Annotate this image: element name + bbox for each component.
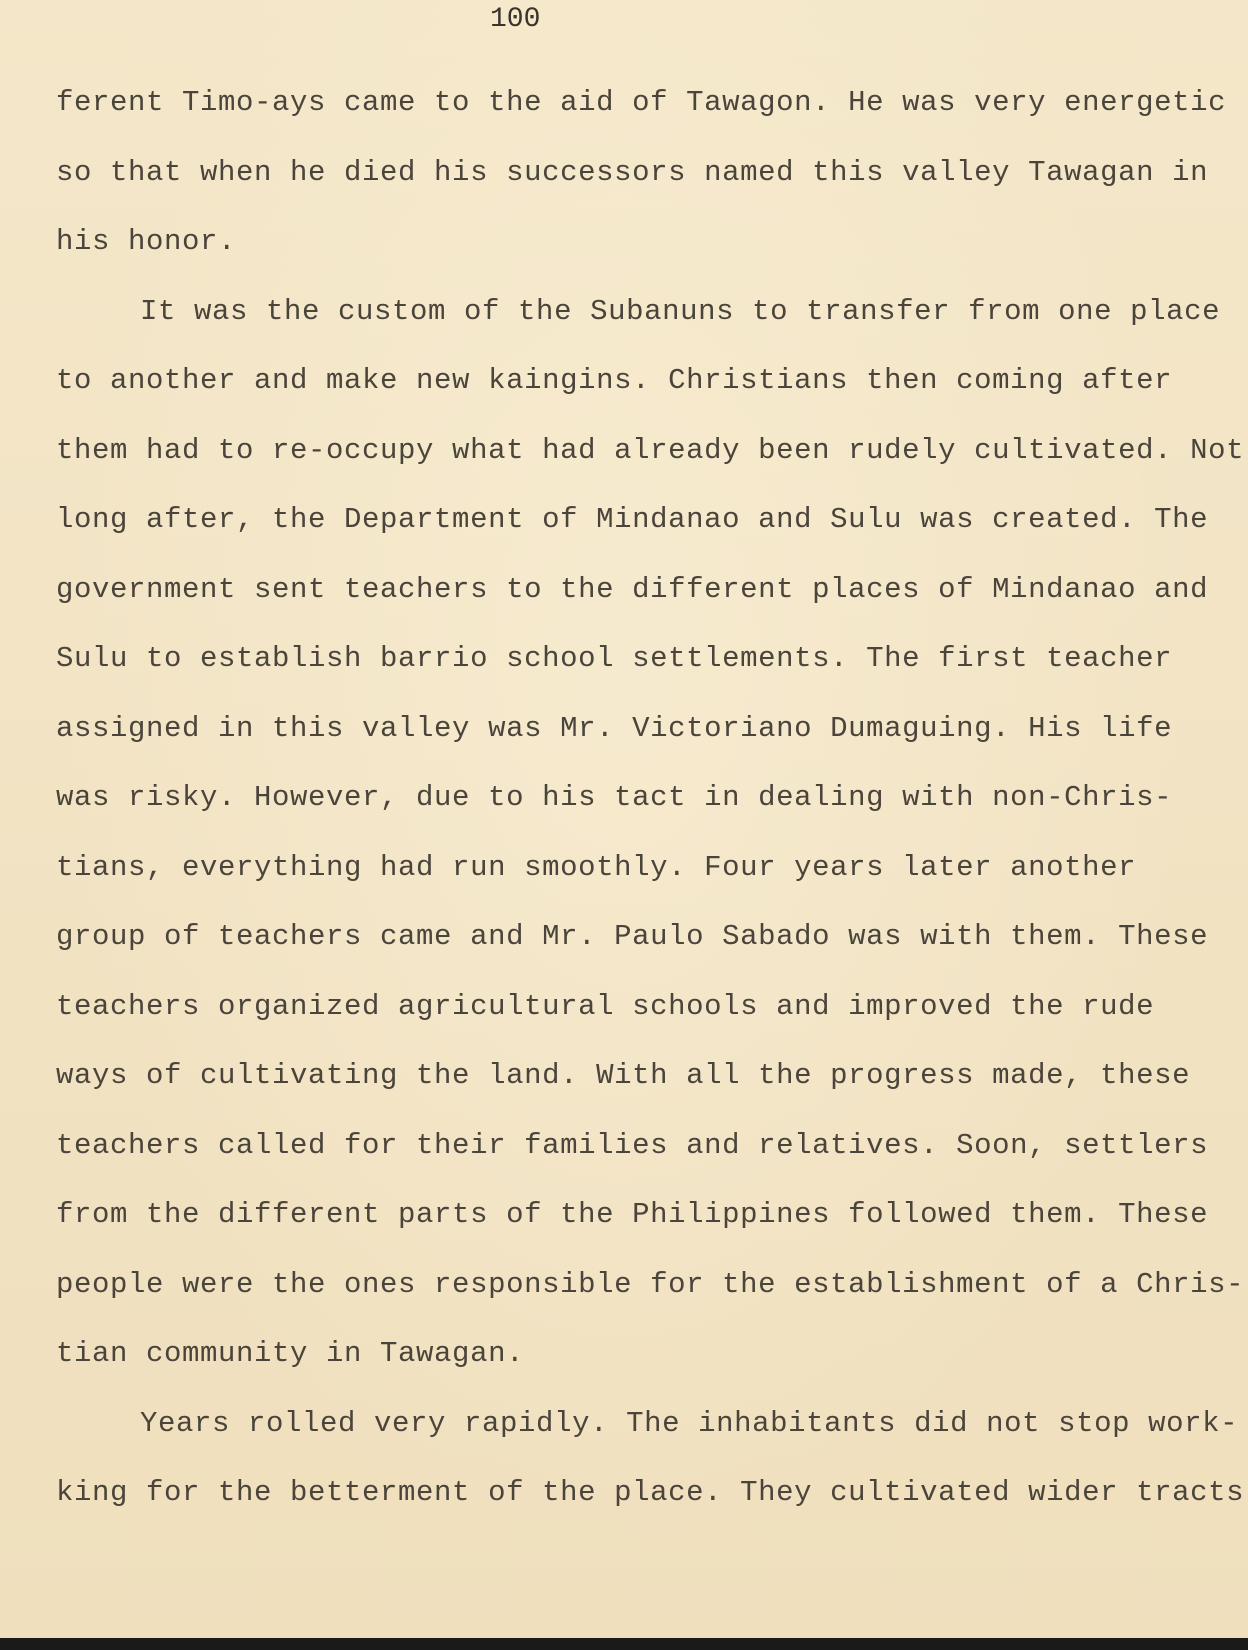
text-line: was risky. However, due to his tact in dealing with non-Chris-	[56, 781, 1173, 814]
text-line: assigned in this valley was Mr. Victoriano Dumaguing. His life	[56, 711, 1173, 745]
scan-bottom-edge	[0, 1638, 1248, 1650]
text-line: teachers organized agricultural schools and improved the rude	[56, 989, 1155, 1023]
text-line: his honor.	[56, 225, 237, 258]
text-line: from the different parts of the Philippines followed them. These	[56, 1198, 1209, 1231]
text-line: government sent teachers to the different places of Mindanao and	[56, 572, 1209, 606]
text-line: ferent Timo-ays came to the aid of Tawagon. He was very energetic	[56, 86, 1227, 119]
text-line: tian community in Tawagan.	[56, 1337, 525, 1370]
text-line: ways of cultivating the land. With all the progress made, these	[56, 1059, 1191, 1092]
text-line: tians, everything had run smoothly. Four years later another	[56, 850, 1137, 884]
text-line: long after, the Department of Mindanao and Sulu was created. The	[56, 503, 1209, 536]
text-line: teachers called for their families and relatives. Soon, settlers	[56, 1128, 1209, 1162]
text-line: them had to re-occupy what had already been rudely cultivated. Not	[56, 433, 1245, 467]
text-line: to another and make new kaingins. Christians then coming after	[56, 364, 1173, 397]
text-line: Sulu to establish barrio school settlements. The first teacher	[56, 642, 1173, 675]
paragraph-start-line: It was the custom of the Subanuns to transfer from one place	[140, 294, 1221, 328]
text-line: group of teachers came and Mr. Paulo Sabado was with them. These	[56, 920, 1209, 953]
text-line: people were the ones responsible for the establishment of a Chris-	[56, 1267, 1245, 1301]
body-text	[56, 68, 1245, 1528]
text-line: so that when he died his successors named this valley Tawagan in	[56, 155, 1209, 189]
paragraph-start-line: Years rolled very rapidly. The inhabitants did not stop work-	[140, 1406, 1239, 1440]
text-line: king for the betterment of the place. They cultivated wider tracts	[56, 1476, 1245, 1509]
page-number: 100	[490, 4, 541, 35]
